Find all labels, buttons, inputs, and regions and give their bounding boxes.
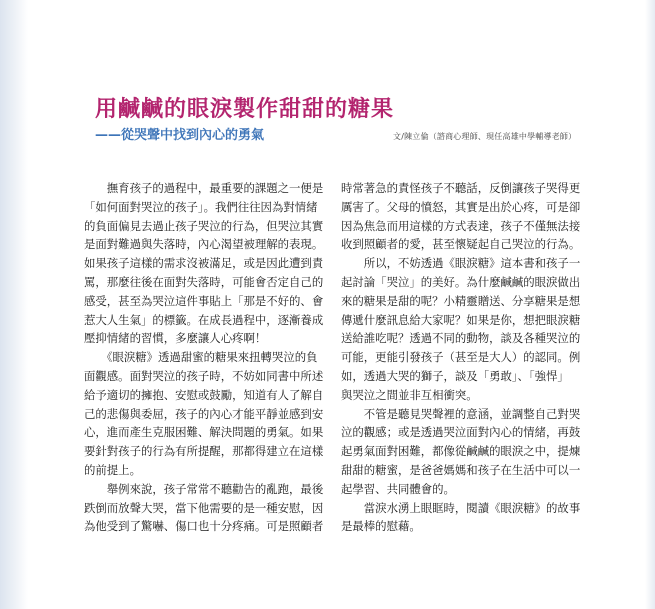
text-line: 可能，更能引發孩子（甚至是大人）的認同。例 — [341, 350, 581, 365]
text-line: 所以，不妨透過《眼淚糖》這本書和孩子一 — [341, 256, 581, 271]
text-line: 《眼淚糖》透過甜蜜的糖果來扭轉哭泣的負 — [84, 350, 318, 365]
article-title: 用鹹鹹的眼淚製作甜甜的糖果 — [95, 97, 395, 122]
text-line: 傳遞什麼訊息給大家呢？如果是你，想把眼淚糖 — [341, 312, 581, 327]
text-line: 心，進而產生克服困難、解決問題的勇氣。如果 — [84, 425, 324, 440]
text-line: 送給誰吃呢？透過不同的動物，談及各種哭泣的 — [341, 331, 581, 346]
text-line: 當淚水湧上眼眶時，閱讀《眼淚糖》的故事 — [341, 500, 581, 515]
text-line: 的前提上。 — [84, 462, 141, 477]
article-byline: 文/陳立倫（諮商心理師、現任高雄中學輔導老師） — [393, 132, 577, 141]
text-line: 面觀感。面對哭泣的孩子時，不妨如同書中所述 — [84, 368, 324, 383]
text-line: 「如何面對哭泣的孩子」。我們往往因為對情緒 — [84, 199, 318, 214]
text-line: 甜甜的糖蜜，是爸爸媽媽和孩子在生活中可以一 — [341, 462, 581, 477]
text-line: 舉例來說，孩子常常不聽勸告的亂跑，最後 — [84, 481, 324, 496]
left-column — [84, 179, 324, 536]
text-line: 起學習、共同體會的。 — [341, 481, 455, 496]
text-line: 不管是聽見哭聲裡的意涵，並調整自己對哭 — [341, 406, 581, 421]
text-line: 是最棒的慰藉。 — [341, 519, 421, 534]
right-decorative-strip — [645, 0, 655, 609]
text-line: 如果孩子這樣的需求沒被滿足，或是因此遭到責 — [84, 256, 324, 271]
text-line: 撫育孩子的過程中，最重要的課題之一便是 — [84, 181, 324, 195]
right-column — [341, 179, 581, 536]
left-decorative-strip — [0, 0, 28, 609]
text-line: 收到照顧者的愛，甚至懷疑起自己哭泣的行為。 — [341, 237, 581, 252]
text-line: 罵，那麼往後在面對失落時，可能會否定自己的 — [84, 274, 324, 289]
text-line: 如，透過大哭的獅子，談及「勇敢」、「強悍」 — [341, 368, 569, 383]
text-line: 壓抑情緒的習慣，多麼讓人心疼啊！ — [84, 331, 267, 346]
text-line: 起討論「哭泣」的美好。為什麼鹹鹹的眼淚做出 — [341, 274, 581, 289]
text-line: 因為焦急而用這樣的方式表達，孩子不僅無法接 — [341, 218, 581, 233]
text-line: 與哭泣之間並非互相衝突。 — [341, 387, 478, 402]
text-line: 要針對孩子的行為有所提醒，那都得建立在這樣 — [84, 444, 324, 459]
text-line: 來的糖果是甜的呢？小精靈贈送、分享糖果是想 — [341, 293, 581, 308]
article-subtitle: ——從哭聲中找到內心的勇氣 — [95, 128, 265, 143]
text-line: 泣的觀感；或是透過哭泣面對內心的情緒，再鼓 — [341, 425, 581, 440]
text-line: 為他受到了驚嚇、傷口也十分疼痛。可是照顧者 — [84, 519, 324, 534]
text-line: 時常著急的責怪孩子不聽話，反倒讓孩子哭得更 — [341, 181, 581, 195]
text-line: 厲害了。父母的憤怒，其實是出於心疼，可是卻 — [341, 199, 581, 214]
text-line: 跌倒而放聲大哭，當下他需要的是一種安慰，因 — [84, 500, 324, 515]
text-line: 起勇氣面對困難，都像從鹹鹹的眼淚之中，提煉 — [341, 444, 581, 459]
text-line: 感受，甚至為哭泣這件事貼上「那是不好的、會 — [84, 293, 324, 308]
text-line: 惹大人生氣」的標籤。在成長過程中，逐漸養成 — [84, 312, 324, 327]
text-line: 的負面偏見去過止孩子哭泣的行為，但哭泣其實 — [84, 218, 324, 233]
text-line: 己的悲傷與委屈，孩子的內心才能平靜並感到安 — [84, 406, 324, 421]
text-line: 給予適切的擁抱、安慰或鼓勵，知道有人了解自 — [84, 387, 324, 402]
text-line: 是面對難過與失落時，內心渴望被理解的表現。 — [84, 237, 324, 252]
